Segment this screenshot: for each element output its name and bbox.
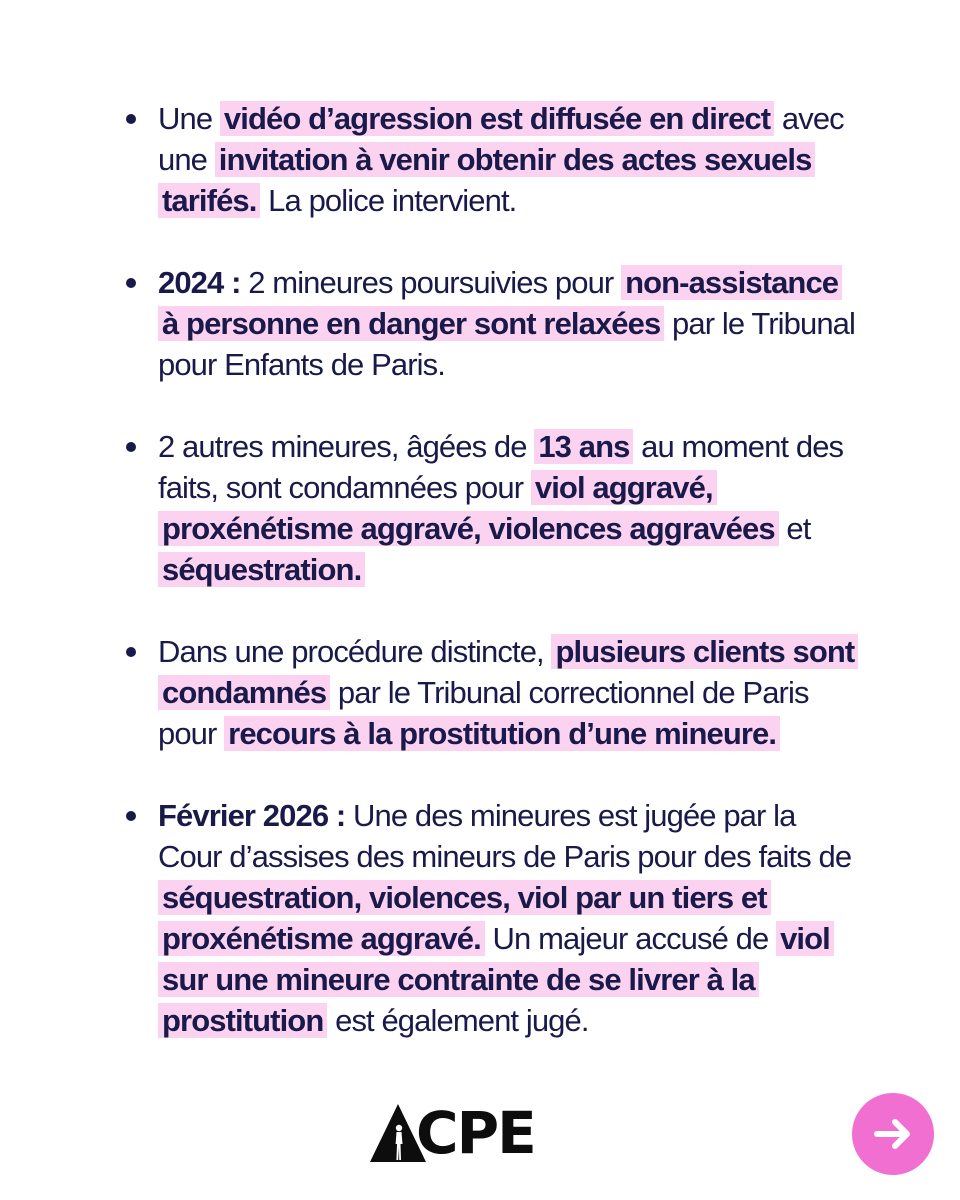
list-item bbox=[120, 426, 860, 590]
item-text: Une bbox=[158, 101, 220, 136]
item-text: Dans une procédure distincte, bbox=[158, 634, 552, 669]
highlight-text: 13 ans bbox=[534, 429, 633, 464]
logo-text: CPE bbox=[416, 1099, 535, 1167]
item-text: 2 mineures poursuivies pour bbox=[240, 265, 622, 300]
item-text: et bbox=[778, 511, 811, 546]
item-text: est également jugé. bbox=[327, 1003, 589, 1038]
list-item bbox=[120, 631, 860, 754]
item-text: avec une bbox=[158, 101, 844, 177]
item-text: par le Tribunal correctionnel de Paris pour bbox=[158, 675, 809, 751]
date-label: 2024 : bbox=[158, 265, 241, 300]
highlight-text: vidéo d’agression est diffusée en direct bbox=[220, 101, 774, 136]
arrow-right-icon bbox=[869, 1110, 917, 1158]
highlight-text: invitation à venir obtenir des actes sexuels tarifés. bbox=[158, 142, 815, 218]
highlight-text: non-assistance à personne en danger sont relaxées bbox=[158, 265, 842, 341]
highlight-text: séquestration, violences, viol par un tiers et proxénétisme aggravé. bbox=[158, 880, 771, 956]
list-item bbox=[120, 98, 860, 221]
highlight-text: séquestration. bbox=[158, 552, 365, 587]
item-text: au moment des faits, sont condamnées pour bbox=[158, 429, 844, 505]
bullet-list bbox=[120, 98, 860, 1082]
highlight-text: plusieurs clients sont condamnés bbox=[158, 634, 858, 710]
highlight-text: recours à la prostitution d’une mineure. bbox=[224, 716, 780, 751]
next-button[interactable] bbox=[852, 1093, 934, 1175]
item-text: Une des mineures est jugée par la Cour d’assises des mineurs de Paris pour des faits de bbox=[158, 798, 852, 874]
item-text: par le Tribunal pour Enfants de Paris. bbox=[158, 306, 855, 382]
date-label: Février 2026 : bbox=[158, 798, 346, 833]
highlight-text: viol aggravé, proxénétisme aggravé, violences aggravées bbox=[158, 470, 779, 546]
item-text: Un majeur accusé de bbox=[484, 921, 777, 956]
list-item bbox=[120, 262, 860, 385]
item-text: 2 autres mineures, âgées de bbox=[158, 429, 535, 464]
list-item bbox=[120, 795, 860, 1041]
item-text: La police intervient. bbox=[260, 183, 517, 218]
acpe-logo bbox=[370, 1099, 592, 1167]
highlight-text: viol sur une mineure contrainte de se livrer à la prostitution bbox=[158, 921, 834, 1038]
